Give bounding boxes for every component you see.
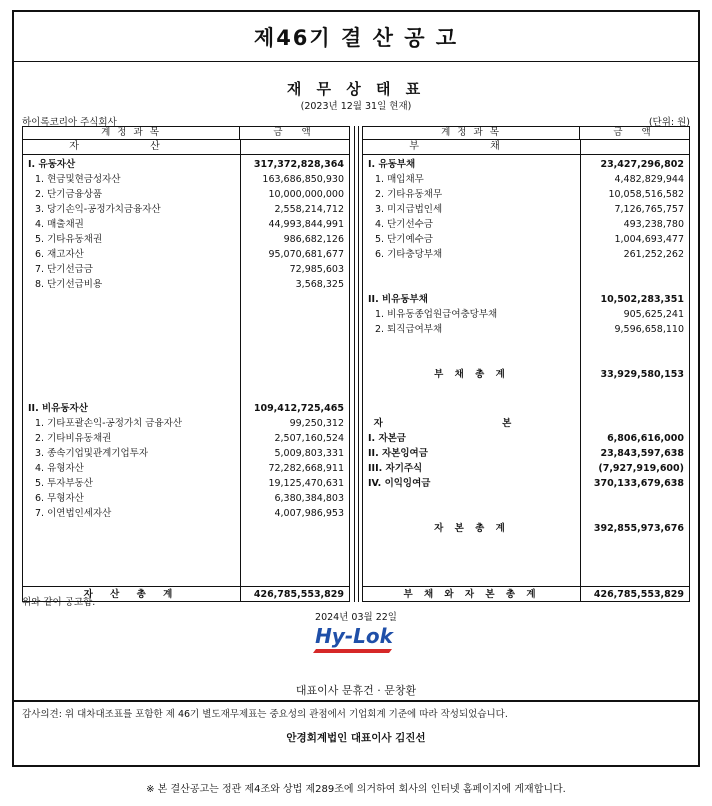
auditor-name: 안경회계법인 대표이사 김진선 bbox=[286, 732, 426, 744]
assets-total-label: 자 산 총 계 bbox=[83, 589, 180, 600]
liabilities-side bbox=[362, 126, 690, 602]
table-row: 3. 종속기업및관계기업투자 5,009,803,331 bbox=[35, 448, 344, 459]
balance-sheet-table bbox=[22, 126, 690, 602]
table-row: 2. 기타비유동채권 2,507,160,524 bbox=[35, 433, 344, 444]
account-header: 계 정 과 목 bbox=[363, 127, 580, 139]
table-row: 4. 유형자산 72,282,668,911 bbox=[35, 463, 344, 474]
table-row: 4. 매출채권 44,993,844,991 bbox=[35, 219, 344, 230]
announcement-frame bbox=[12, 10, 700, 767]
table-row: III. 자기주식 (7,927,919,600) bbox=[368, 463, 684, 474]
unit-label: (단위: 원) bbox=[648, 117, 690, 128]
logo-text: Hy-Lok bbox=[315, 624, 393, 648]
logo-swoosh bbox=[313, 649, 392, 653]
liabilities-total-row: 부 채 총 계 33,929,580,153 bbox=[434, 369, 684, 380]
table-row: 1. 현금및현금성자산 163,686,850,930 bbox=[35, 174, 344, 185]
table-row: 6. 기타충당부채 261,252,262 bbox=[375, 249, 684, 260]
page-title: 제46기 결 산 공 고 bbox=[253, 25, 459, 50]
table-row: II. 비유동자산 109,412,725,465 bbox=[28, 403, 344, 414]
table-row: II. 비유동부채 10,502,283,351 bbox=[368, 294, 684, 305]
announce-date: 2024년 03월 22일 bbox=[315, 612, 397, 623]
table-row: 1. 기타포괄손익-공정가치 금융자산 99,250,312 bbox=[35, 418, 344, 429]
table-row: 8. 단기선급비용 3,568,325 bbox=[35, 279, 344, 290]
grand-total-amount: 426,785,553,829 bbox=[593, 589, 684, 600]
account-header: 계 정 과 목 bbox=[23, 127, 240, 139]
table-row: 5. 기타유동채권 986,682,126 bbox=[35, 234, 344, 245]
table-row: IV. 이익잉여금 370,133,679,638 bbox=[368, 478, 684, 489]
table-row: 3. 당기손익-공정가치금융자산 2,558,214,712 bbox=[35, 204, 344, 215]
equity-total-row: 자 본 총 계 392,855,973,676 bbox=[434, 523, 684, 534]
table-row: 7. 이연법인세자산 4,007,986,953 bbox=[35, 508, 344, 519]
table-row: 7. 단기선급금 72,985,603 bbox=[35, 264, 344, 275]
amount-header: 금 액 bbox=[273, 127, 319, 138]
table-row: I. 유동부채 23,427,296,802 bbox=[368, 159, 684, 170]
table-row: I. 유동자산 317,372,828,364 bbox=[28, 159, 344, 170]
assets-section-header: 자 산 bbox=[23, 140, 349, 155]
table-row: II. 자본잉여금 23,843,597,638 bbox=[368, 448, 684, 459]
table-row: 6. 재고자산 95,070,681,677 bbox=[35, 249, 344, 260]
hylok-logo-icon bbox=[304, 622, 404, 656]
assets-side bbox=[22, 126, 350, 602]
table-row: I. 자본금 6,806,616,000 bbox=[368, 433, 684, 444]
assets-total-amount: 426,785,553,829 bbox=[253, 589, 344, 600]
audit-opinion: 감사의견: 위 대차대조표를 포함한 제 46기 별도재무제표는 중요성의 관점에서 기업회계 기준에 따라 작성되었습니다. bbox=[22, 709, 508, 720]
grand-total-label: 부 채 와 자 본 총 계 bbox=[403, 589, 540, 600]
title-bar bbox=[14, 12, 698, 62]
liabilities-equity-total-row bbox=[363, 586, 689, 601]
double-divider bbox=[358, 126, 359, 602]
table-row: 2. 단기금융상품 10,000,000,000 bbox=[35, 189, 344, 200]
company-name: 하이록코리아 주식회사 bbox=[22, 117, 117, 128]
statement-date: (2023년 12월 31일 현재) bbox=[300, 101, 412, 112]
table-row: 6. 무형자산 6,380,384,803 bbox=[35, 493, 344, 504]
table-row: 3. 미지급법인세 7,126,765,757 bbox=[375, 204, 684, 215]
notice-text: ※ 본 결산공고는 정관 제4조와 상법 제289조에 의거하여 회사의 인터넷 홈페이지에 게재합니다. bbox=[146, 784, 566, 795]
ceo-names: 대표이사 문휴건 · 문창환 bbox=[295, 684, 417, 697]
table-row: 2. 기타유동채무 10,058,516,582 bbox=[375, 189, 684, 200]
table-row: 4. 단기선수금 493,238,780 bbox=[375, 219, 684, 230]
liabilities-section-header: 부 채 bbox=[363, 140, 689, 155]
equity-section-header: 자 본 bbox=[373, 418, 570, 429]
statement-title: 재 무 상 태 표 bbox=[286, 80, 426, 98]
double-divider bbox=[354, 126, 355, 602]
table-row: 2. 퇴직급여부채 9,596,658,110 bbox=[375, 324, 684, 335]
table-row: 5. 투자부동산 19,125,470,631 bbox=[35, 478, 344, 489]
liabilities-header bbox=[363, 127, 689, 140]
table-row: 1. 매입채무 4,482,829,944 bbox=[375, 174, 684, 185]
table-row: 5. 단기예수금 1,004,693,477 bbox=[375, 234, 684, 245]
divider bbox=[14, 700, 698, 702]
announce-text: 위와 같이 공고함. bbox=[22, 597, 96, 608]
assets-header bbox=[23, 127, 349, 140]
table-row: 1. 비유동종업원급여충당부채 905,625,241 bbox=[375, 309, 684, 320]
amount-header: 금 액 bbox=[613, 127, 659, 138]
